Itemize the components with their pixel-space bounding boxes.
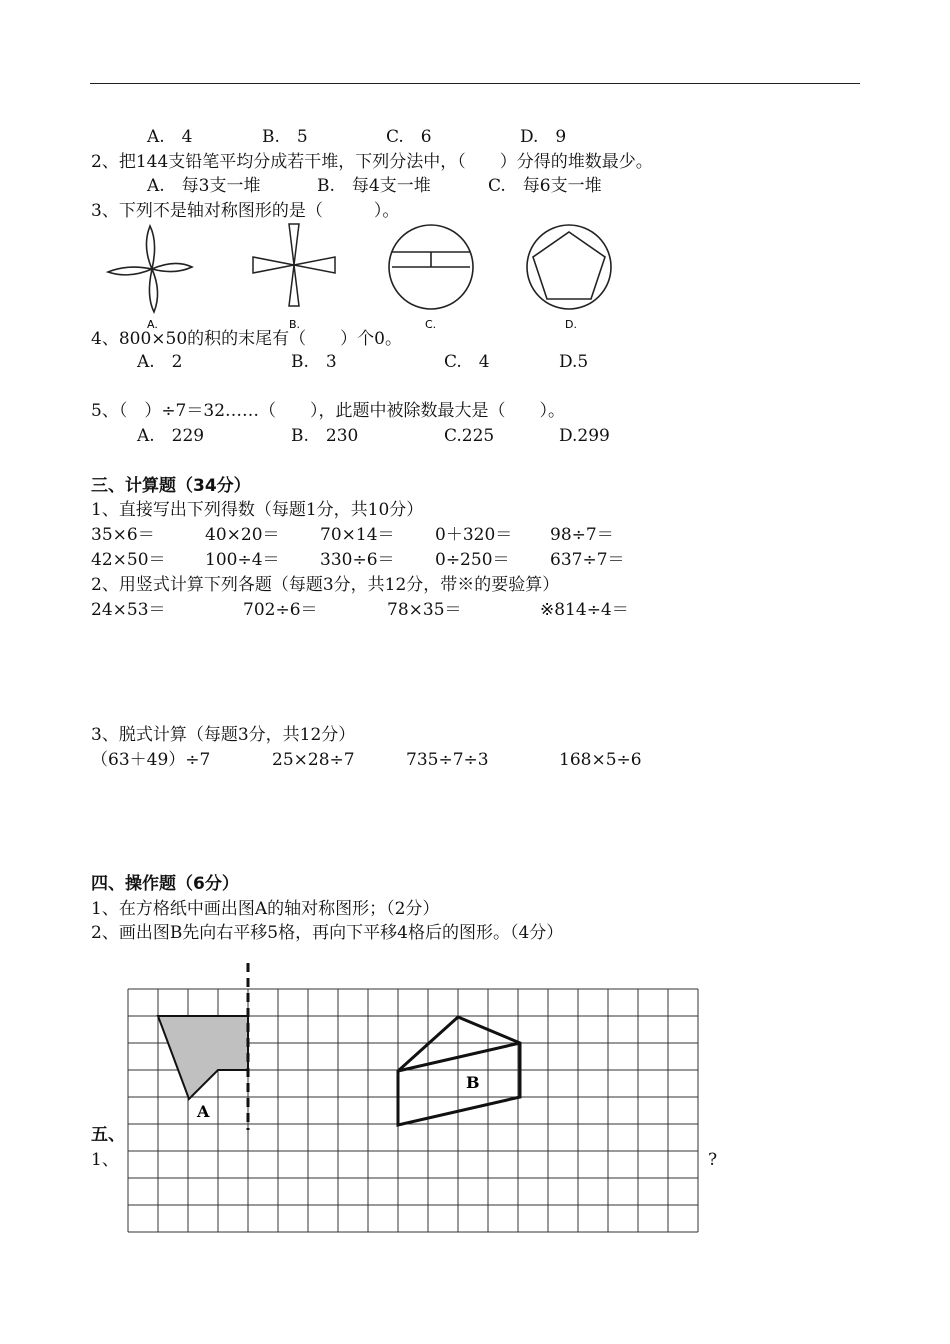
q5-option-a: A. 229 (137, 426, 205, 446)
sec3-p2-item-3: 78×35＝ (387, 600, 462, 620)
q4-option-d: D.5 (559, 352, 589, 372)
q4-stem: 4、800×50的积的末尾有（ ）个0。 (91, 329, 402, 349)
figure-a-label: A. (147, 318, 158, 331)
sec3-p1-r2-3: 330÷6＝ (320, 550, 395, 570)
label-b: B (466, 1073, 480, 1092)
sec3-p3-item-1: （63＋49）÷7 (91, 750, 211, 770)
sec3-p1-r2-5: 637÷7＝ (550, 550, 625, 570)
q4-option-b: B. 3 (291, 352, 337, 372)
sec3-p3-stem: 3、脱式计算（每题3分，共12分） (91, 725, 356, 745)
sec5-q1-suffix: ? (708, 1150, 718, 1170)
sec4-q1: 1、在方格纸中画出图A的轴对称图形；（2分） (91, 899, 440, 919)
sec3-p1-r1-4: 0＋320＝ (435, 525, 513, 545)
sec3-p3-item-2: 25×28÷7 (272, 750, 355, 770)
sec3-p1-r2-2: 100÷4＝ (205, 550, 280, 570)
q1-option-b: B. 5 (262, 127, 308, 147)
sec3-p1-r2-1: 42×50＝ (91, 550, 166, 570)
sec3-p1-r1-1: 35×6＝ (91, 525, 155, 545)
sec5-q1-prefix: 1、 (91, 1150, 119, 1170)
q2-option-b: B. 每4支一堆 (317, 176, 431, 196)
sec3-p1-r1-5: 98÷7＝ (550, 525, 614, 545)
sec3-p1-r2-4: 0÷250＝ (435, 550, 510, 570)
figure-b-label: B. (289, 318, 301, 331)
q3-stem: 3、下列不是轴对称图形的是（ ）。 (91, 201, 400, 221)
shape-b (398, 1017, 520, 1125)
sec3-p2-item-2: 702÷6＝ (243, 600, 318, 620)
section-4-title: 四、操作题（6分） (91, 874, 239, 894)
q2-stem: 2、把144支铅笔平均分成若干堆，下列分法中，（ ）分得的堆数最少。 (91, 152, 653, 172)
sec3-p2-item-1: 24×53＝ (91, 600, 166, 620)
sec3-p2-stem: 2、用竖式计算下列各题（每题3分，共12分，带※的要验算） (91, 575, 560, 595)
q5-stem: 5、（ ）÷7＝32……（ ），此题中被除数最大是（ ）。 (91, 401, 566, 421)
sec3-p2-item-4: ※814÷4＝ (540, 600, 629, 620)
sec3-p1-stem: 1、直接写出下列得数（每题1分，共10分） (91, 500, 424, 520)
q4-option-c: C. 4 (444, 352, 490, 372)
sec3-p1-r1-2: 40×20＝ (205, 525, 280, 545)
q1-option-c: C. 6 (386, 127, 432, 147)
q5-option-b: B. 230 (291, 426, 359, 446)
q4-option-a: A. 2 (137, 352, 183, 372)
sec3-p1-r1-3: 70×14＝ (320, 525, 395, 545)
q2-option-c: C. 每6支一堆 (488, 176, 602, 196)
shape-a (158, 1016, 248, 1099)
sec4-q2: 2、画出图B先向右平移5格，再向下平移4格后的图形。（4分） (91, 923, 564, 943)
label-a: A (197, 1102, 210, 1121)
figure-c-label: C. (425, 318, 437, 331)
q5-option-c: C.225 (444, 426, 495, 446)
shape-b-inner-edge (398, 1043, 520, 1071)
q1-option-d: D. 9 (520, 127, 567, 147)
figure-d-label: D. (565, 318, 577, 331)
section-5-title: 五、 (91, 1125, 125, 1145)
q1-option-a: A. 4 (147, 127, 193, 147)
section-3-title: 三、计算题（34分） (91, 476, 251, 496)
q5-option-d: D.299 (559, 426, 610, 446)
sec3-p3-item-3: 735÷7÷3 (406, 750, 489, 770)
sec3-p3-item-4: 168×5÷6 (559, 750, 642, 770)
q2-option-a: A. 每3支一堆 (147, 176, 261, 196)
